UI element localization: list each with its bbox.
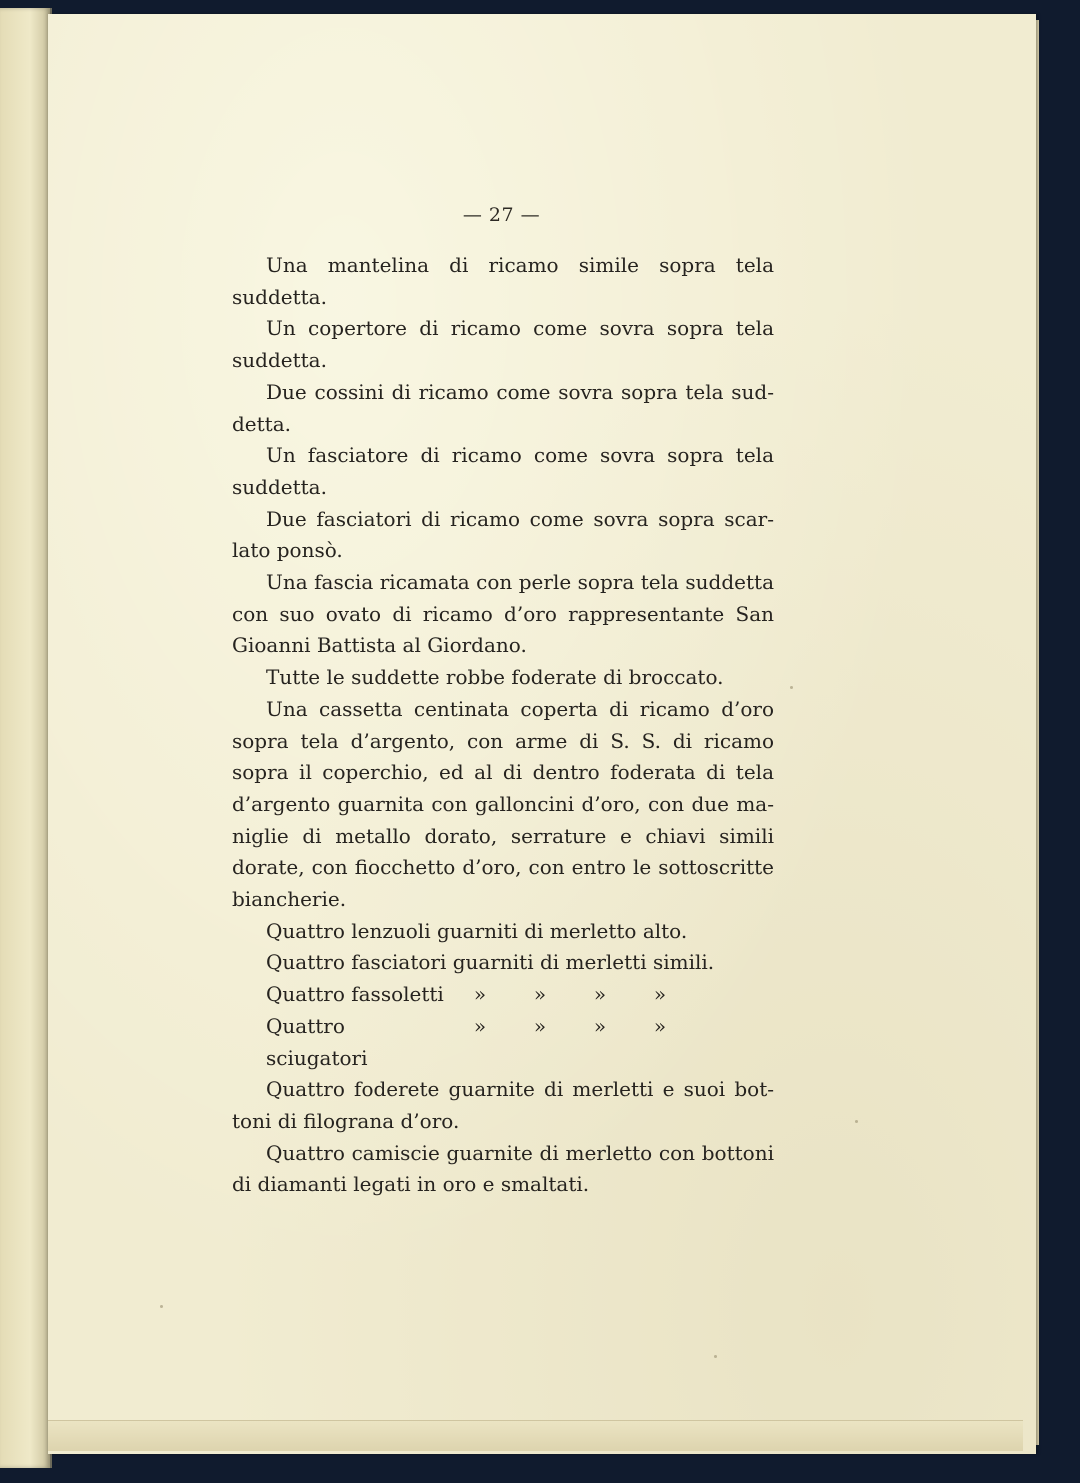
paragraph: Quattro fasciatori guarniti di merletti simili.	[266, 950, 715, 975]
ditto-row	[232, 1011, 774, 1074]
left-page-leaf	[0, 8, 52, 1468]
paragraph: Due fasciatori di ricamo come sovra sopra scar-lato ponsò.	[232, 506, 774, 563]
ditto-mark: »	[473, 982, 487, 1007]
ditto-mark: »	[593, 982, 607, 1007]
ditto-row	[232, 979, 774, 1011]
paper-speck	[714, 1355, 717, 1358]
paper-speck	[160, 1305, 163, 1308]
paragraph: Un copertore di ricamo come sovra sopra tela suddetta.	[232, 316, 774, 373]
ditto-row-label: Quattro sciugatori	[266, 1013, 368, 1070]
ditto-mark: »	[653, 1013, 667, 1038]
paragraph: Quattro camiscie guarnite di merletto con bottoni di diamanti legati in oro e smaltati.	[232, 1140, 774, 1197]
inventory-text	[232, 250, 774, 1201]
paper-speck	[855, 1120, 858, 1123]
ditto-mark: »	[593, 1013, 607, 1038]
ditto-mark: »	[533, 1013, 547, 1038]
ditto-mark: »	[653, 982, 667, 1007]
paragraph: Una mantelina di ricamo simile sopra tela suddetta.	[232, 253, 774, 309]
page-bottom-edge	[48, 1420, 1023, 1451]
paragraph: Quattro foderete guarnite di merletti e suoi bot-toni di filograna d’oro.	[232, 1077, 774, 1133]
paragraph: Una fascia ricamata con perle sopra tela suddetta con suo ovato di ricamo d’oro rappresentante San Gioanni Battista al Giordano.	[232, 570, 774, 658]
page-number: — 27 —	[462, 204, 541, 226]
ditto-mark: »	[533, 982, 547, 1007]
paragraph: Quattro lenzuoli guarniti di merletto alto.	[266, 918, 688, 943]
ditto-row-label: Quattro fassoletti	[266, 982, 444, 1007]
paragraph: Tutte le suddette robbe foderate di broccato.	[266, 665, 724, 690]
ditto-mark: »	[473, 1013, 487, 1038]
paper-speck	[790, 686, 793, 689]
paragraph: Un fasciatore di ricamo come sovra sopra tela suddetta.	[232, 443, 774, 499]
paragraph: Una cassetta centinata coperta di ricamo d’oro sopra tela d’argento, con arme di S. S. di ricamo sopra il coperchio, ed al di dentro foderata di tela d’argento guarnita con galloncini d’oro, con due ma-niglie di metallo dorato, serrature e chiavi simili dorate, con fiocchetto d’oro, con entro le sottoscritte biancherie.	[232, 696, 774, 912]
paragraph: Due cossini di ricamo come sovra sopra tela sud-detta.	[232, 379, 774, 436]
